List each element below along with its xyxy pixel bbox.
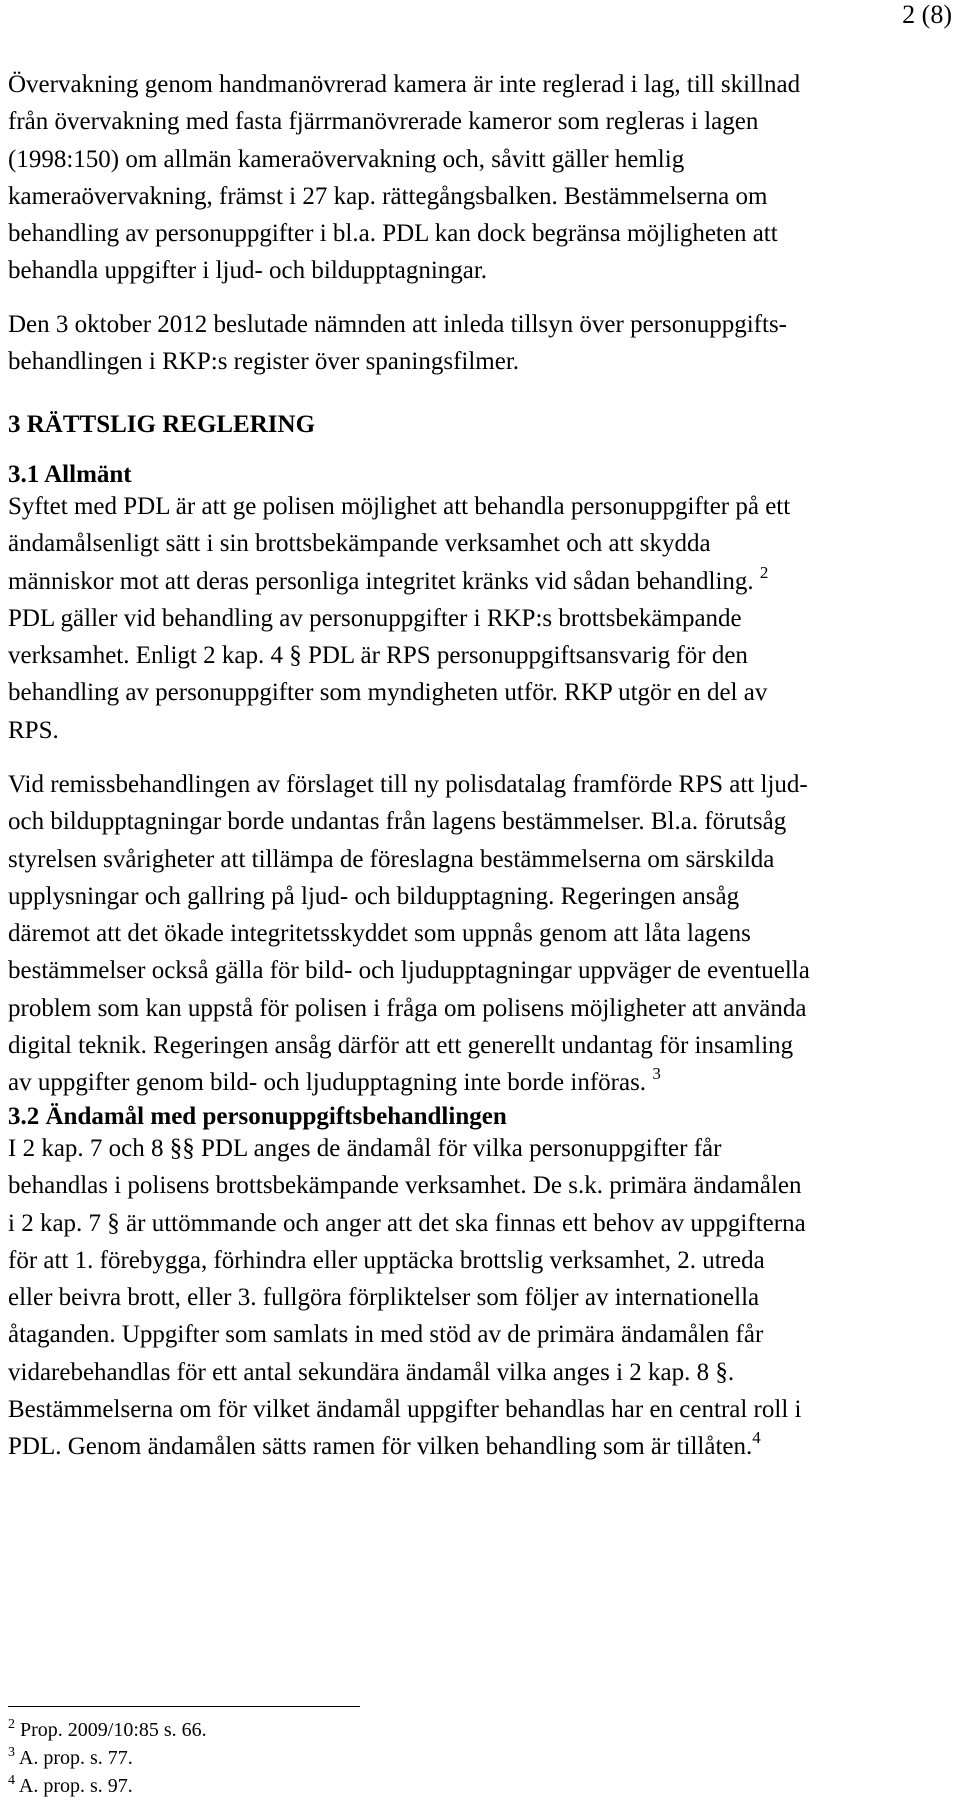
footnote-4 [8, 1774, 133, 1798]
paragraph-purpose-pdl [8, 488, 958, 749]
paragraph-purposes [8, 1130, 958, 1466]
page-number: 2 (8) [902, 0, 952, 29]
footnote-ref-2: 2 [759, 562, 769, 582]
footnote-ref-3: 3 [652, 1064, 661, 1084]
footnote-number: 4 [8, 1773, 15, 1788]
subsection-heading-purposes: 3.2 Ändamål med personuppgiftsbehandlingen [8, 1103, 507, 1130]
footnote-3 [8, 1746, 133, 1770]
section-heading-legal-regulation: 3 RÄTTSLIG REGLERING [8, 411, 316, 438]
footnote-number: 3 [8, 1745, 15, 1760]
footnote-text: Prop. 2009/10:85 s. 66. [20, 1719, 207, 1741]
footnote-text: A. prop. s. 77. [18, 1747, 133, 1769]
footnote-ref-4: 4 [752, 1428, 761, 1448]
paragraph-purpose-pdl-text: Syftet med PDL är att ge polisen möjlighet att behandla personuppgifter på ett ändamålsenligt sätt i sin brottsbekämpande verksamhet och att skydda människor mot att deras personliga integritet kränks vid sådan behandling. [8, 493, 791, 595]
paragraph-purposes-text: I 2 kap. 7 och 8 §§ PDL anges de ändamål för vilka personuppgifter får behandlas i polisens brottsbekämpande verksamhet. De s.k. primära ändamålen i 2 kap. 7 § är uttömmande och anger att det ska finnas ett behov av uppgifterna för att 1. förebygga, förhindra eller upptäcka brottslig verksamhet, 2. utreda eller beivra brott, eller 3. fullgöra förpliktelser som följer av internationella åtaganden. Uppgifter som samlats in med stöd av de primära ändamålen får vidarebehandlas för ett antal sekundära ändamål vilka anges i 2 kap. 8 §. Bestämmelserna om för vilket ändamål uppgifter behandlas har en central roll i PDL. Genom ändamålen sätts ramen för vilken behandling som är tillåten. [8, 1135, 806, 1461]
footnote-2 [8, 1718, 207, 1742]
paragraph-camera-surveillance: Övervakning genom handmanövrerad kamera är inte reglerad i lag, till skillnad från övervakning med fasta fjärrmanövrerade kameror som regleras i lagen (1998:150) om allmän kameraövervakning och, såvitt gäller hemlig kameraövervakning, främst i 27 kap. rättegångsbalken. Bestämmelserna om behandling av personuppgifter i bl.a. PDL kan dock begränsa möjligheten att behandla uppgifter i ljud- och bildupptagningar. [8, 71, 801, 285]
footnote-separator [8, 1706, 360, 1707]
paragraph-supervision-decision: Den 3 oktober 2012 beslutade nämnden att inleda tillsyn över personuppgifts- behandlingen i RKP:s register över spaningsfilmer. [8, 311, 787, 376]
paragraph-consultation-text: Vid remissbehandlingen av förslaget till ny polisdatalag framförde RPS att ljud- och bildupptagningar borde undantas från lagens bestämmelser. Bl.a. förutsåg styrelsen svårigheter att tillämpa de föreslagna bestämmelserna om särskilda upplysningar och gallring på ljud- och bildupptagning. Regeringen ansåg däremot att det ökade integritetsskyddet som uppnås genom att låta lagens bestämmelser också gälla för bild- och ljudupptagningar uppväger de eventuella problem som kan uppstå för polisen i fråga om polisens möjligheter att använda digital teknik. Regeringen ansåg därför att ett generellt undantag för insamling av uppgifter genom bild- och ljudupptagning inte borde införas. [8, 771, 810, 1097]
footnote-text: A. prop. s. 97. [18, 1775, 133, 1797]
paragraph-purpose-pdl-text-cont: PDL gäller vid behandling av personuppgifter i RKP:s brottsbekämpande verksamhet. Enligt 2 kap. 4 § PDL är RPS personuppgiftsansvarig för den behandling av personuppgifter som myndigheten utför. RKP utgör en del av RPS. [8, 604, 768, 744]
footnote-number: 2 [8, 1717, 15, 1732]
subsection-heading-general: 3.1 Allmänt [8, 461, 132, 488]
paragraph-consultation [8, 766, 958, 1102]
